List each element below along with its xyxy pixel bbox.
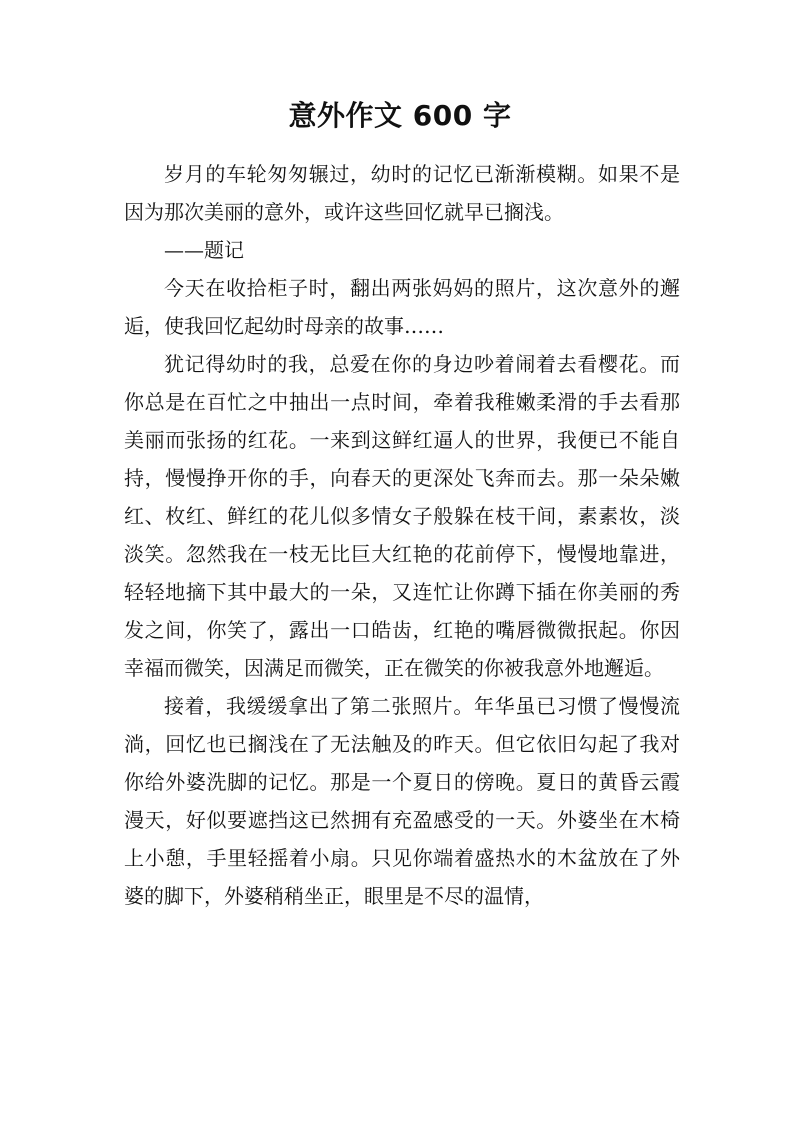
document-title: 意外作文 600 字 (288, 99, 512, 132)
paragraph-second-photo: 接着，我缓缓拿出了第二张照片。年华虽已习惯了慢慢流淌，回忆也已搁浅在了无法触及的昨天。但它依旧勾起了我对你给外婆洗脚的记忆。那是一个夏日的傍晚。夏日的黄昏云霞漫天，好似要遮挡这已然拥有充盈感受的一天。外婆坐在木椅上小憩，手里轻摇着小扇。只见你端着盛热水的木盆放在了外婆的脚下，外婆稍稍坐正，眼里是不尽的温情， (124, 694, 680, 908)
document-body (124, 155, 680, 915)
paragraph-intro: 岁月的车轮匆匆辗过，幼时的记忆已渐渐模糊。如果不是因为那次美丽的意外，或许这些回忆就早已搁浅。 (124, 162, 680, 224)
paragraph-photos-found: 今天在收拾柜子时，翻出两张妈妈的照片，这次意外的邂逅，使我回忆起幼时母亲的故事…… (124, 276, 680, 338)
paragraph-epigraph-signature: ——题记 (164, 238, 244, 262)
paragraph-cherry-blossoms: 犹记得幼时的我，总爱在你的身边吵着闹着去看樱花。而你总是在百忙之中抽出一点时间，牵着我稚嫩柔滑的手去看那美丽而张扬的红花。一来到这鲜红逼人的世界，我便已不能自持，慢慢挣开你的手，向春天的更深处飞奔而去。那一朵朵嫩红、枚红、鲜红的花儿似多情女子般躲在枝干间，素素妆，淡淡笑。忽然我在一枝无比巨大红艳的花前停下，慢慢地靠进，轻轻地摘下其中最大的一朵，又连忙让你蹲下插在你美丽的秀发之间，你笑了，露出一口皓齿，红艳的嘴唇微微抿起。你因幸福而微笑，因满足而微笑，正在微笑的你被我意外地邂逅。 (124, 352, 680, 680)
